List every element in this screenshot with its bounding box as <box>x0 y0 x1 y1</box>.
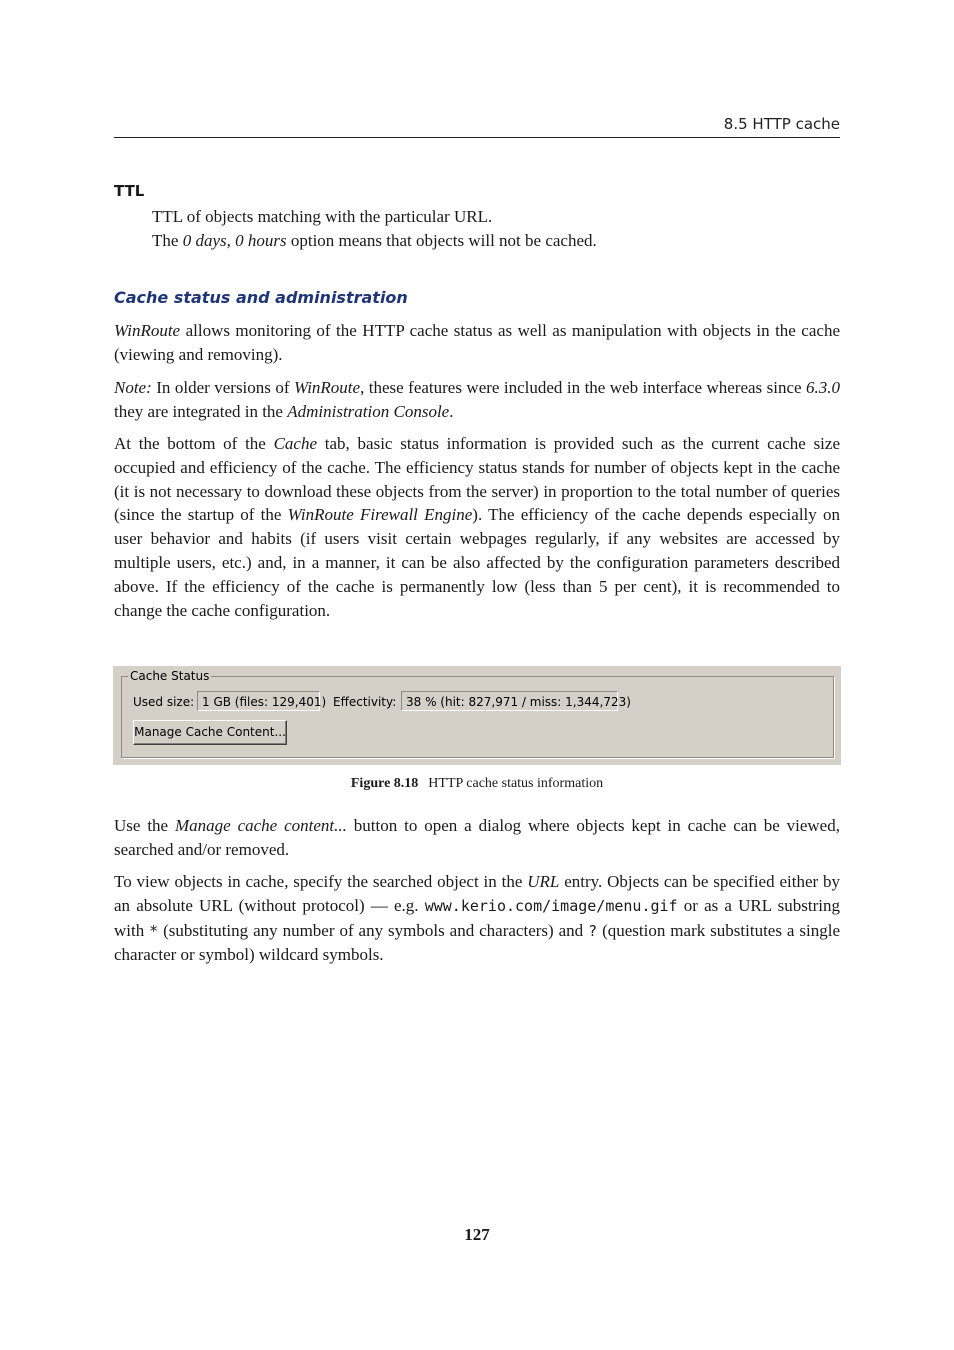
manage-cache-content-button[interactable]: Manage Cache Content... <box>133 720 287 745</box>
ttl-line-2: The 0 days, 0 hours option means that objects will not be cached. <box>152 231 597 250</box>
used-size-label: Used size: <box>133 695 195 709</box>
figure-caption-text: HTTP cache status information <box>428 776 604 791</box>
paragraph-manage: Use the Manage cache content... button to open a dialog where objects kept in cache can be viewed, searched and/or removed. <box>114 816 840 859</box>
cache-status-panel <box>113 666 841 765</box>
paragraph-intro: WinRoute allows monitoring of the HTTP cache status as well as manipulation with objects in the cache (viewing and removing). <box>114 321 840 364</box>
running-header: 8.5 HTTP cache <box>114 113 840 138</box>
figure-caption <box>0 776 954 792</box>
paragraph-view-objects: To view objects in cache, specify the searched object in the URL entry. Objects can be specified either by an absolute URL (without protocol) — e.g. www.kerio.com/image/menu.gif or as a URL substring with * (substituting any number of any symbols and characters) and ? (question mark substitutes a single character or symbol) wildcard symbols. <box>114 872 840 965</box>
ttl-term: TTL <box>114 182 145 200</box>
paragraph-note: Note: In older versions of WinRoute, these features were included in the web interface whereas since 6.3.0 they are integrated in the Administration Console. <box>114 378 840 421</box>
ttl-line-1: TTL of objects matching with the particular URL. <box>152 207 493 226</box>
effectivity-label: Effectivity: <box>333 695 397 709</box>
figure-label: Figure 8.18 <box>350 776 419 791</box>
used-size-field: 1 GB (files: 129,401) <box>197 691 320 711</box>
cache-status-group-title: Cache Status <box>130 669 210 683</box>
page-number: 127 <box>464 1225 490 1244</box>
section-title: Cache status and administration <box>114 288 408 307</box>
paragraph-efficiency: At the bottom of the Cache tab, basic status information is provided such as the current cache size occupied and efficiency of the cache. The efficiency status stands for number of objects kept in the cache (it is not necessary to download these objects from the server) in proportion to the total number of queries (since the startup of the WinRoute Firewall Engine). The efficiency of the cache depends especially on user behavior and habits (if users visit certain webpages regularly, if any websites are accessed by multiple users, etc.) and, in a manner, it can be also affected by the configuration parameters described above. If the efficiency of the cache is permanently low (less than 5 per cent), it is recommended to change the cache configuration. <box>114 434 840 620</box>
effectivity-field: 38 % (hit: 827,971 / miss: 1,344,723) <box>401 691 618 711</box>
ttl-definition <box>152 205 597 253</box>
cache-status-group <box>121 676 834 758</box>
